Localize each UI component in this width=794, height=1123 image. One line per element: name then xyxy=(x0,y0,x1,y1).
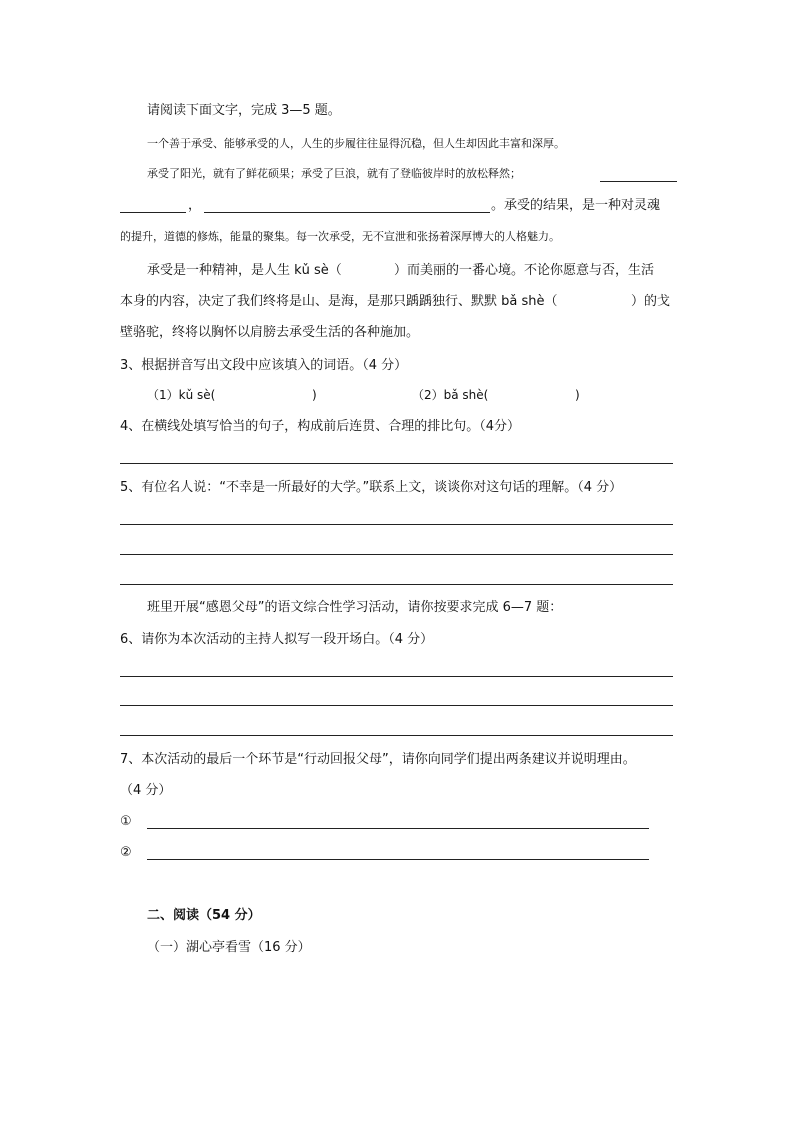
passage-paragraph-3-line-2-a: 本身的内容，决定了我们终将是山、是海，是那只踽踽独行、默默 bǎ shè（ xyxy=(120,294,558,309)
answer-line-q5-2[interactable] xyxy=(120,554,673,555)
question-3-item-2-close: ) xyxy=(575,388,580,402)
answer-line-q7-1[interactable] xyxy=(147,828,649,829)
comma-separator: ， xyxy=(188,198,202,213)
answer-line-q5-3[interactable] xyxy=(120,584,673,585)
activity-instruction: 班里开展“感恩父母”的语文综合性学习活动，请你按要求完成 6—7 题： xyxy=(147,600,563,615)
question-3-item-2: （2）bǎ shè( xyxy=(412,388,489,402)
answer-marker-1: ① xyxy=(120,814,132,829)
answer-blank-2[interactable] xyxy=(120,212,186,213)
passage-paragraph-2-line-1: 承受了阳光，就有了鲜花硕果；承受了巨浪，就有了登临彼岸时的放松释然； xyxy=(147,167,521,180)
answer-line-q5-1[interactable] xyxy=(120,524,673,525)
answer-line-q4[interactable] xyxy=(120,463,673,464)
question-6: 6、请你为本次活动的主持人拟写一段开场白。（4 分） xyxy=(120,632,434,647)
answer-marker-2: ② xyxy=(120,845,132,860)
answer-blank-1[interactable] xyxy=(600,181,677,182)
answer-line-q7-2[interactable] xyxy=(147,859,649,860)
question-3-item-1-close: ) xyxy=(312,388,317,402)
question-3: 3、根据拼音写出文段中应该填入的词语。（4 分） xyxy=(120,358,408,373)
section-heading-reading: 二、阅读（54 分） xyxy=(147,908,261,923)
question-7-line-1: 7、本次活动的最后一个环节是“行动回报父母”，请你向同学们提出两条建议并说明理由。 xyxy=(120,752,636,767)
answer-line-q6-2[interactable] xyxy=(120,705,673,706)
reading-instruction: 请阅读下面文字，完成 3—5 题。 xyxy=(147,103,341,118)
passage-paragraph-1: 一个善于承受、能够承受的人，人生的步履往往显得沉稳，但人生却因此丰富和深厚。 xyxy=(147,137,565,150)
question-4: 4、在横线处填写恰当的句子，构成前后连贯、合理的排比句。（4分） xyxy=(120,419,521,434)
passage-paragraph-3-line-1-b: ）而美丽的一番心境。不论你愿意与否，生活 xyxy=(394,263,655,278)
passage-paragraph-3-line-3: 壁骆驼，终将以胸怀以肩膀去承受生活的各种施加。 xyxy=(120,325,420,340)
subsection-heading: （一）湖心亭看雪（16 分） xyxy=(147,940,311,955)
answer-blank-3[interactable] xyxy=(204,212,490,213)
passage-paragraph-3-line-1-a: 承受是一种精神，是人生 kǔ sè（ xyxy=(147,263,342,278)
question-5: 5、有位名人说：“不幸是一所最好的大学。”联系上文，谈谈你对这句话的理解。（4 分） xyxy=(120,480,623,495)
question-7-line-2: （4 分） xyxy=(120,783,172,798)
question-3-item-1: （1）kǔ sè( xyxy=(147,388,216,402)
answer-line-q6-1[interactable] xyxy=(120,676,673,677)
answer-line-q6-3[interactable] xyxy=(120,735,673,736)
passage-paragraph-3-line-2-b: ）的戈 xyxy=(631,294,671,309)
passage-paragraph-2-line-2-end: 。承受的结果，是一种对灵魂 xyxy=(491,198,661,213)
passage-paragraph-2-line-3: 的提升，道德的修炼，能量的聚集。每一次承受，无不宣泄和张扬着深厚博大的人格魅力。 xyxy=(120,230,560,243)
